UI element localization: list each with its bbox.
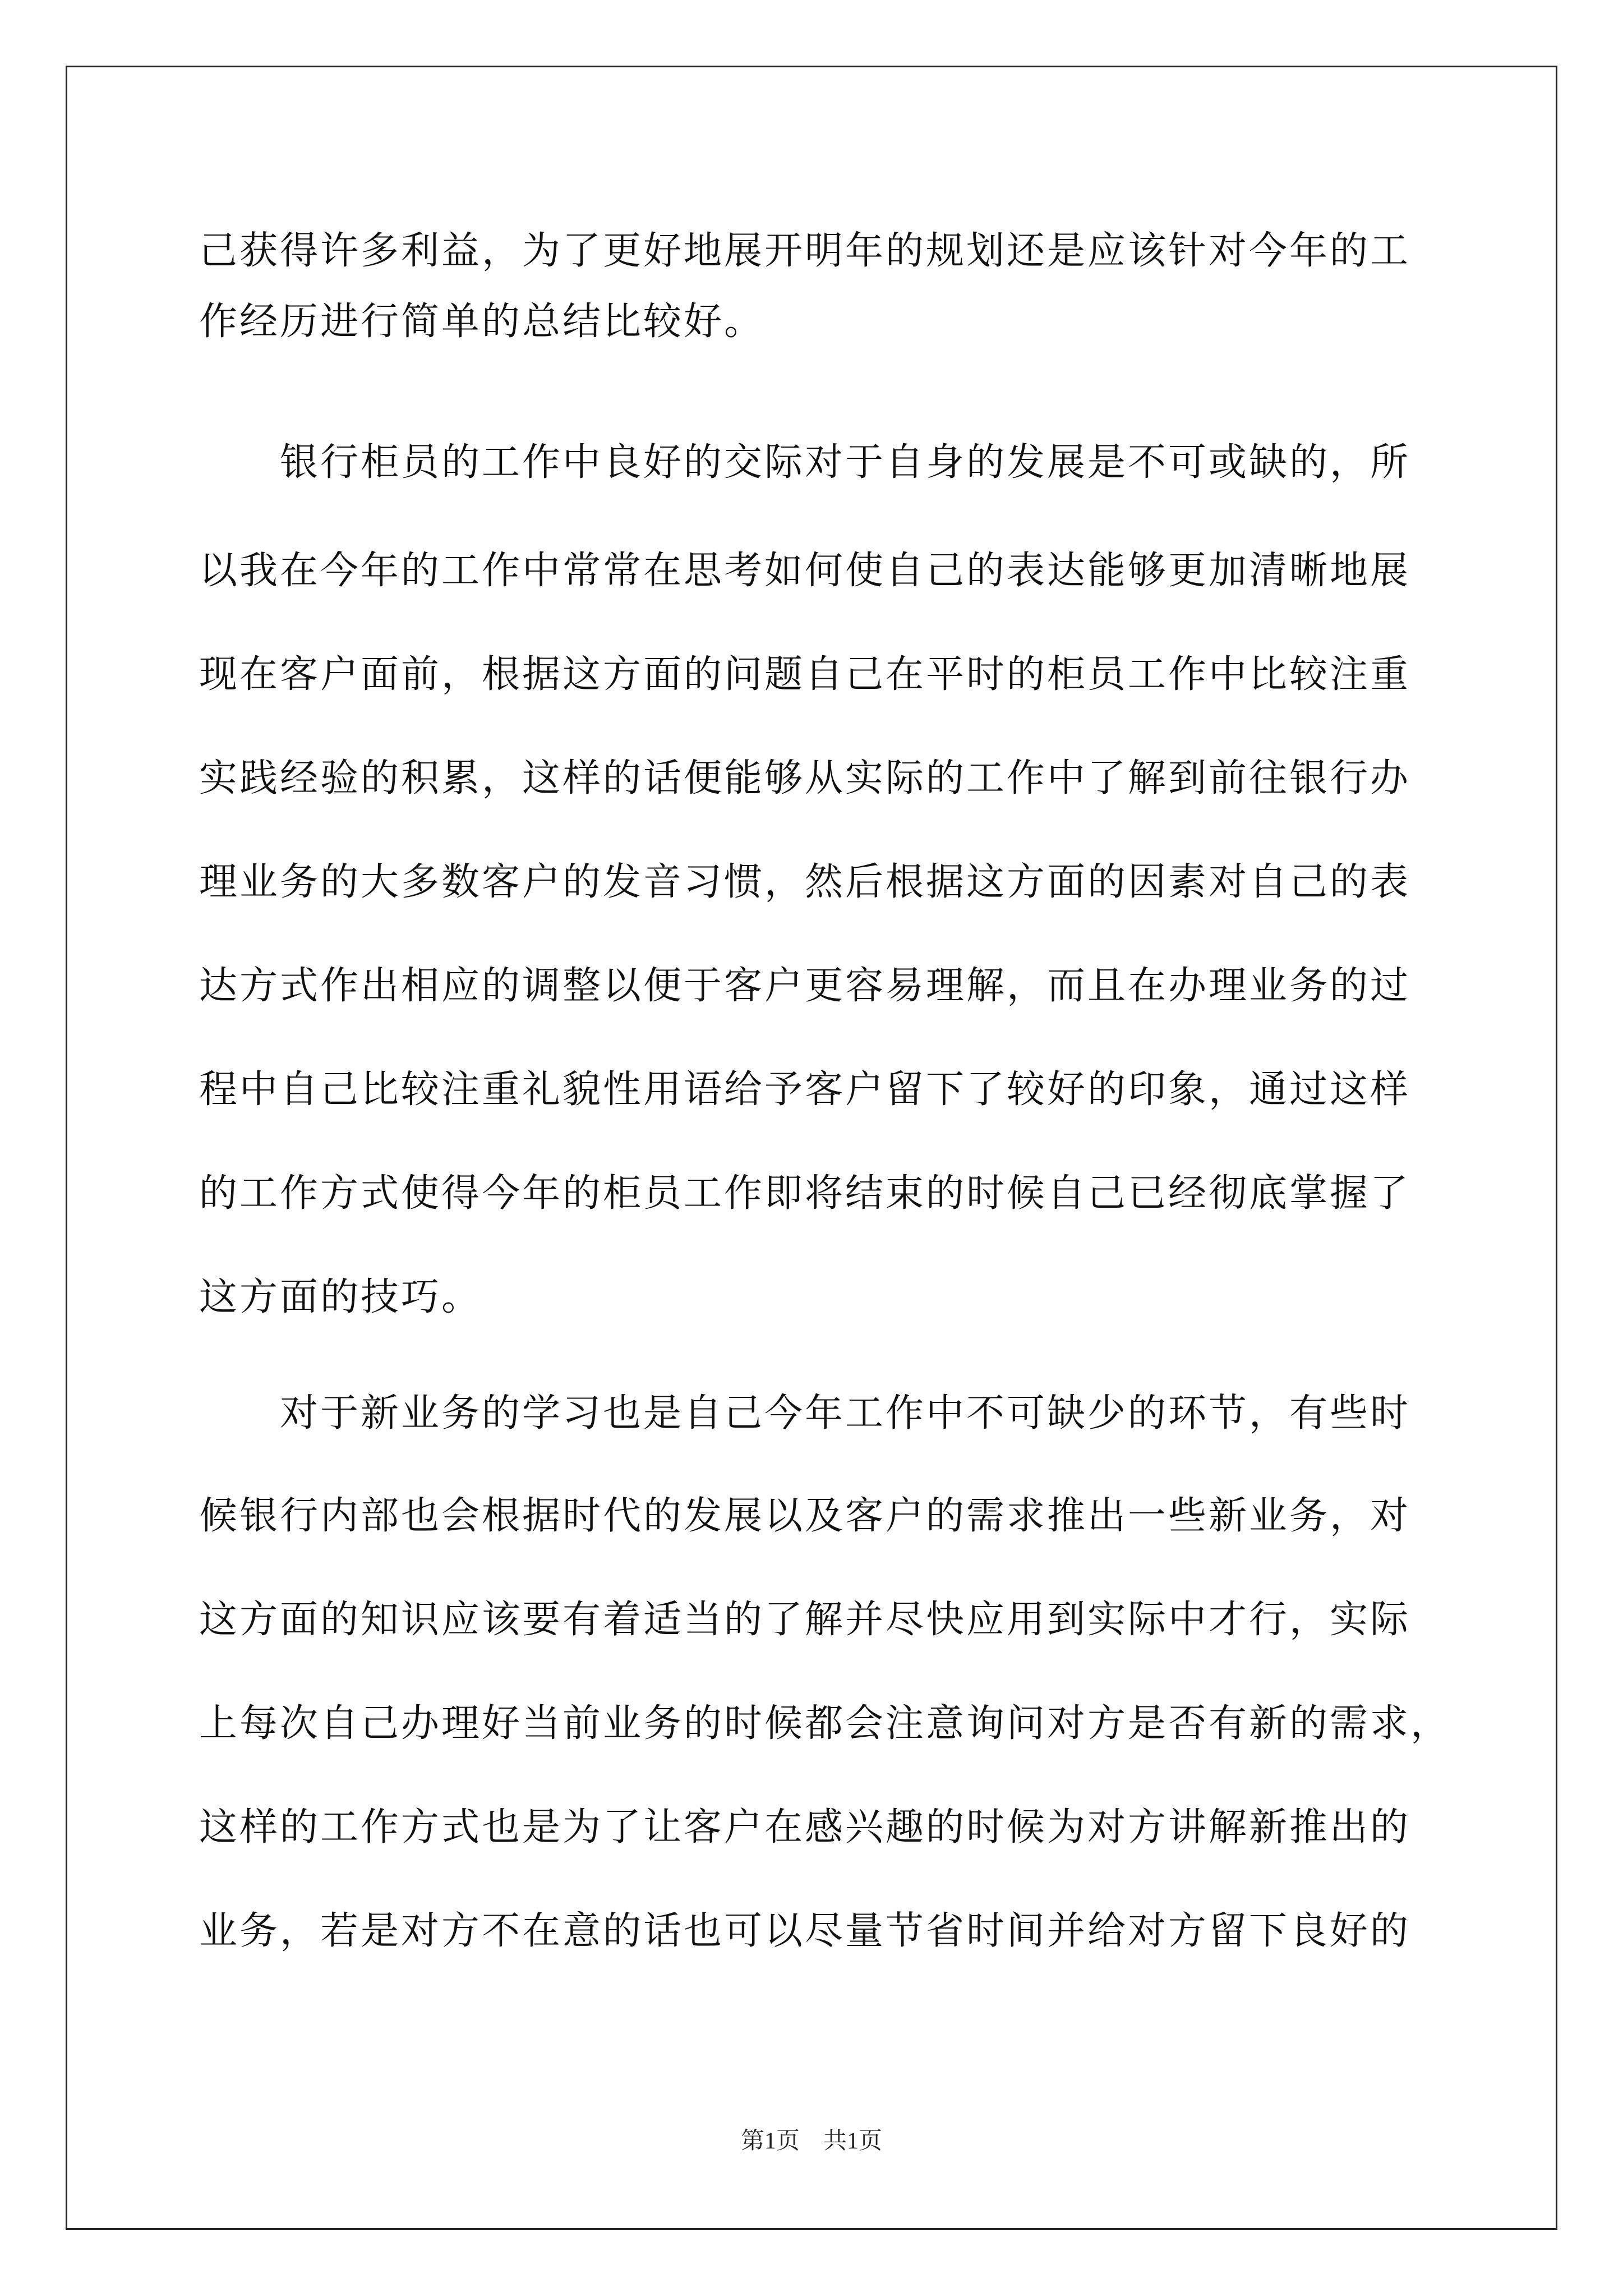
text-line: 理业务的大多数客户的发音习惯，然后根据这方面的因素对自己的表	[199, 860, 1411, 904]
text-line: 业务，若是对方不在意的话也可以尽量节省时间并给对方留下良好的	[199, 1909, 1411, 1953]
text-line: 现在客户面前，根据这方面的问题自己在平时的柜员工作中比较注重	[199, 652, 1411, 697]
text-line: 的工作方式使得今年的柜员工作即将结束的时候自己已经彻底掌握了	[199, 1171, 1411, 1216]
text-line: 上每次自己办理好当前业务的时候都会注意询问对方是否有新的需求，	[199, 1701, 1451, 1746]
text-line: 实践经验的积累，这样的话便能够从实际的工作中了解到前往银行办	[199, 756, 1411, 800]
text-line: 候银行内部也会根据时代的发展以及客户的需求推出一些新业务，对	[199, 1494, 1411, 1538]
page-border	[66, 66, 1557, 2230]
text-line: 以我在今年的工作中常常在思考如何使自己的表达能够更加清晰地展	[199, 549, 1411, 593]
text-line: 对于新业务的学习也是自己今年工作中不可缺少的环节，有些时	[199, 1391, 1411, 1435]
text-line: 这样的工作方式也是为了让客户在感兴趣的时候为对方讲解新推出的	[199, 1805, 1411, 1849]
text-line: 达方式作出相应的调整以便于客户更容易理解，而且在办理业务的过	[199, 964, 1411, 1008]
text-line: 这方面的技巧。	[199, 1275, 482, 1319]
text-line: 作经历进行简单的总结比较好。	[199, 300, 765, 344]
text-line: 己获得许多利益，为了更好地展开明年的规划还是应该针对今年的工	[199, 229, 1411, 273]
text-line: 银行柜员的工作中良好的交际对于自身的发展是不可或缺的，所	[199, 440, 1411, 485]
text-line: 这方面的知识应该要有着适当的了解并尽快应用到实际中才行，实际	[199, 1598, 1411, 1642]
page-number-footer: 第1页 共1页	[740, 2128, 882, 2154]
text-line: 程中自己比较注重礼貌性用语给予客户留下了较好的印象，通过这样	[199, 1068, 1411, 1112]
